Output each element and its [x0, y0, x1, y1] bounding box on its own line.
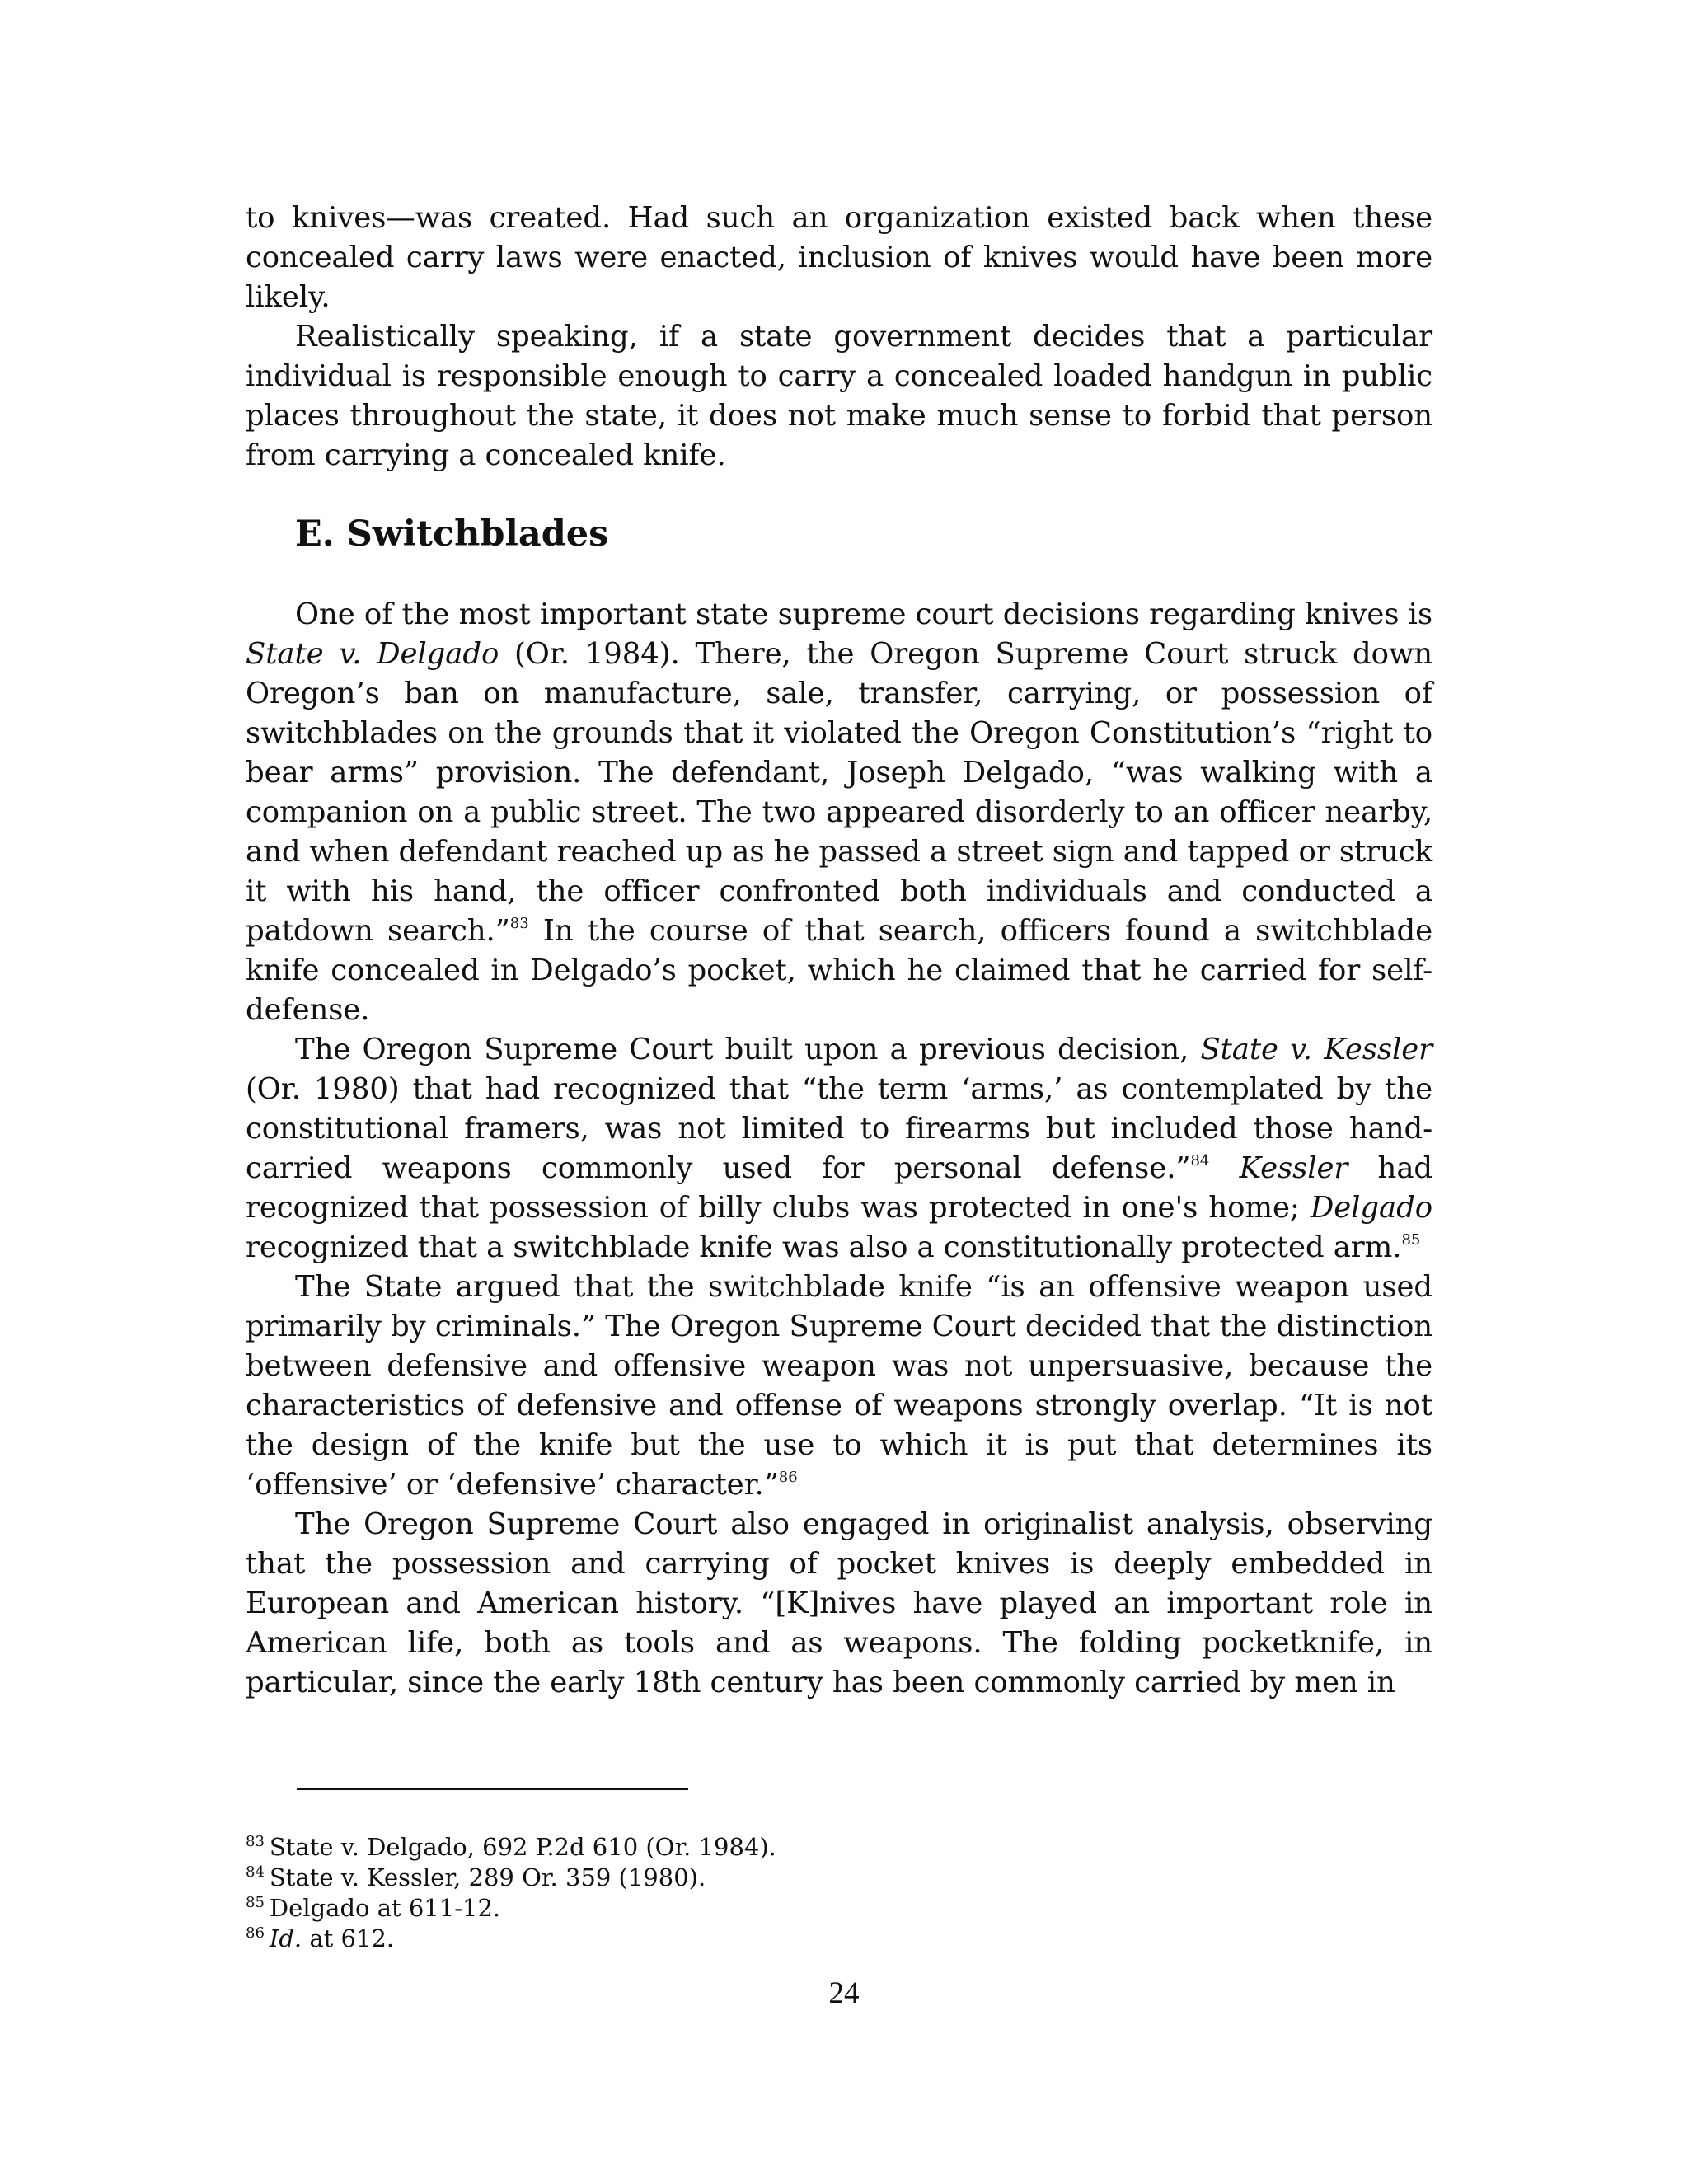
footnote-86: [246, 1924, 1432, 1954]
footnote-number: 83: [246, 1833, 265, 1850]
paragraph-originalist: The Oregon Supreme Court also engaged in originalist analysis, observing that the possession and carrying of pocket knives is deeply embedded in European and American history. “[K]nives have played an important role in American life, both as tools and as weapons. The folding pocketknife, in particular, since the early 18th century has been commonly carried by men in: [246, 1507, 1432, 1699]
intro-text-block: [246, 199, 1432, 476]
paragraph-text: The Oregon Supreme Court built upon a previous decision,: [295, 1033, 1201, 1066]
footnote-divider: [297, 1788, 688, 1790]
footnotes: [246, 1832, 1432, 1954]
paragraph-text: One of the most important state supreme court decisions regarding knives is: [295, 598, 1432, 631]
paragraph-knives-organization: to knives—was created. Had such an organization existed back when these concealed carry laws were enacted, inclusion of knives would have been more likely.: [246, 201, 1432, 314]
case-short-kessler: Kessler: [1239, 1151, 1348, 1185]
case-short-delgado: Delgado: [1310, 1191, 1432, 1225]
footnote-ref-83[interactable]: 83: [509, 915, 529, 932]
footnote-ref-85[interactable]: 85: [1401, 1231, 1421, 1249]
footnote-text: at 612.: [302, 1924, 395, 1952]
footnote-84: [246, 1863, 1432, 1893]
footnote-number: 84: [246, 1863, 265, 1881]
paragraph-text: had recognized that possession of billy clubs was protected in one's home;: [246, 1151, 1433, 1225]
case-name-kessler: State v. Kessler: [1200, 1033, 1433, 1066]
footnote-85: [246, 1893, 1432, 1924]
paragraph-text: The State argued that the switchblade knife “is an offensive weapon used primarily by criminals.” The Oregon Supreme Court decided that the distinction between defensive and offensive weapon was not unpersuasive, because the characteristics of defensive and offense of weapons strongly overlap. “It is not the design of the knife but the use to which it is put that determines its ‘offensive’ or ‘defensive’ character.”: [246, 1270, 1432, 1502]
footnote-83: [246, 1832, 1432, 1863]
paragraph-text: (Or. 1980) that had recognized that “the term ‘arms,’ as contemplated by the constitutional framers, was not limited to firearms but included those hand-carried weapons commonly used for personal defense.”: [246, 1072, 1432, 1185]
footnote-text: State v. Kessler, 289 Or. 359 (1980).: [269, 1863, 706, 1891]
paragraph-text: [1209, 1151, 1239, 1185]
paragraph-state-argued: [246, 1268, 1432, 1505]
paragraph-kessler: [246, 1030, 1432, 1268]
footnote-ref-84[interactable]: 84: [1190, 1152, 1210, 1169]
footnote-number: 85: [246, 1894, 265, 1911]
footnote-id-abbrev: Id.: [269, 1924, 302, 1952]
switchblades-text-block: [246, 595, 1432, 1703]
paragraph-text: (Or. 1984). There, the Oregon Supreme Court struck down Oregon’s ban on manufacture, sale, transfer, carrying, or possession of switchblades on the grounds that it violated the Oregon Constitution’s “right to bear arms” provision. The defendant, Joseph Delgado, “was walking with a companion on a public street. The two appeared disorderly to an officer nearby, and when defendant reached up as he passed a street sign and tapped or struck it with his hand, the officer confronted both individuals and conducted a patdown search.”: [246, 637, 1432, 948]
footnote-text: State v. Delgado, 692 P.2d 610 (Or. 1984).: [269, 1833, 776, 1861]
paragraph-text: In the course of that search, officers found a switchblade knife concealed in Delgado’s pocket, which he claimed that he carried for self-defense.: [246, 914, 1432, 1027]
page-number: 24: [828, 1976, 860, 2010]
footnote-text: Delgado at 611-12.: [269, 1894, 501, 1922]
paragraph-delgado: [246, 595, 1432, 1030]
case-name-delgado: State v. Delgado: [246, 637, 499, 671]
footnote-number: 86: [246, 1924, 265, 1942]
section-heading-switchblades: E. Switchblades: [295, 513, 609, 555]
footnote-ref-86[interactable]: 86: [778, 1469, 798, 1486]
paragraph-text: recognized that a switchblade knife was also a constitutionally protected arm.: [246, 1230, 1402, 1264]
paragraph-realistically: Realistically speaking, if a state government decides that a particular individual is responsible enough to carry a concealed loaded handgun in public places throughout the state, it does not make much sense to forbid that person from carrying a concealed knife.: [246, 320, 1432, 472]
